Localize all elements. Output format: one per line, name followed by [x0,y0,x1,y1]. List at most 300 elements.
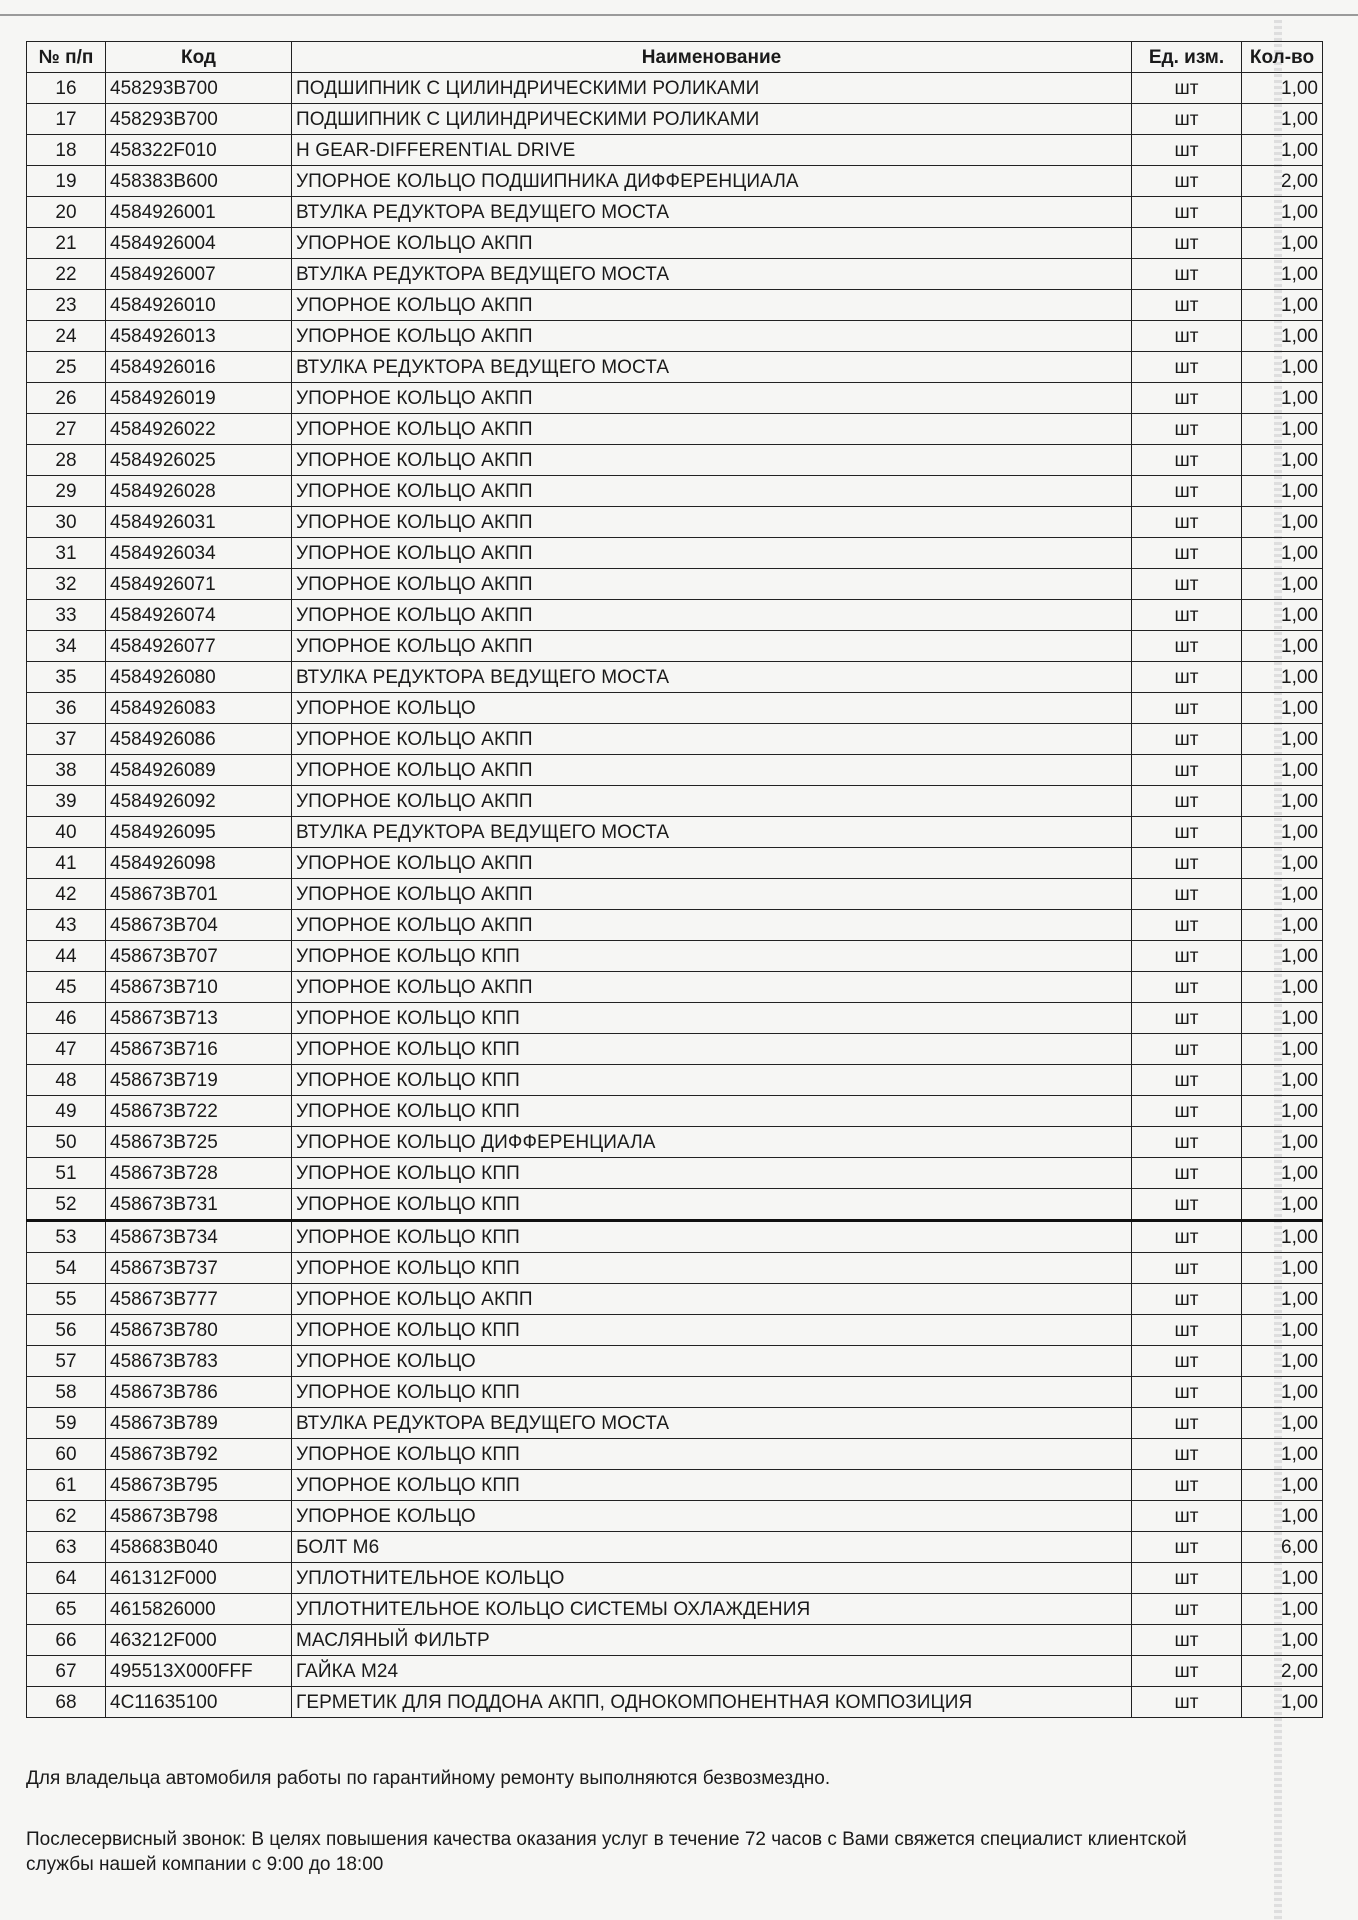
quantity: 1,00 [1242,1377,1323,1408]
part-code: 458673B798 [106,1501,292,1532]
quantity: 1,00 [1242,1408,1323,1439]
row-number: 46 [27,1003,106,1034]
unit-of-measure: шт [1132,631,1242,662]
part-code: 4584926086 [106,724,292,755]
parts-table [26,41,1323,1718]
unit-of-measure: шт [1132,538,1242,569]
part-name: УПОРНОЕ КОЛЬЦО КПП [292,1034,1132,1065]
unit-of-measure: шт [1132,1315,1242,1346]
table-row [27,1065,1323,1096]
row-number: 35 [27,662,106,693]
part-code: 458673B701 [106,879,292,910]
part-code: 4584926071 [106,569,292,600]
unit-of-measure: шт [1132,724,1242,755]
quantity: 1,00 [1242,941,1323,972]
quantity: 1,00 [1242,1284,1323,1315]
part-name: УПОРНОЕ КОЛЬЦО АКПП [292,972,1132,1003]
row-number: 41 [27,848,106,879]
table-row [27,1656,1323,1687]
quantity: 1,00 [1242,476,1323,507]
table-row [27,1284,1323,1315]
quantity: 1,00 [1242,1034,1323,1065]
quantity: 1,00 [1242,569,1323,600]
part-name: УПОРНОЕ КОЛЬЦО АКПП [292,445,1132,476]
unit-of-measure: шт [1132,1656,1242,1687]
part-name: МАСЛЯНЫЙ ФИЛЬТР [292,1625,1132,1656]
part-code: 4584926013 [106,321,292,352]
part-code: 458673B710 [106,972,292,1003]
unit-of-measure: шт [1132,445,1242,476]
part-code: 4584926019 [106,383,292,414]
row-number: 25 [27,352,106,383]
part-code: 458673B783 [106,1346,292,1377]
part-code: 463212F000 [106,1625,292,1656]
table-row [27,538,1323,569]
table-row [27,197,1323,228]
quantity: 2,00 [1242,166,1323,197]
part-code: 4C11635100 [106,1687,292,1718]
part-code: 4584926016 [106,352,292,383]
part-code: 458673B719 [106,1065,292,1096]
table-row [27,445,1323,476]
part-code: 458673B713 [106,1003,292,1034]
row-number: 48 [27,1065,106,1096]
part-name: УПОРНОЕ КОЛЬЦО АКПП [292,414,1132,445]
row-number: 43 [27,910,106,941]
quantity: 1,00 [1242,1003,1323,1034]
unit-of-measure: шт [1132,1594,1242,1625]
service-call-line-2: службы нашей компании с 9:00 до 18:00 [26,1853,384,1875]
table-row [27,1096,1323,1127]
table-row [27,817,1323,848]
part-name: УПОРНОЕ КОЛЬЦО АКПП [292,538,1132,569]
unit-of-measure: шт [1132,879,1242,910]
unit-of-measure: шт [1132,290,1242,321]
part-code: 458673B795 [106,1470,292,1501]
unit-of-measure: шт [1132,1501,1242,1532]
quantity: 1,00 [1242,1439,1323,1470]
table-row [27,1439,1323,1470]
row-number: 18 [27,135,106,166]
unit-of-measure: шт [1132,1189,1242,1221]
part-code: 458293B700 [106,73,292,104]
table-row [27,600,1323,631]
part-code: 458322F010 [106,135,292,166]
unit-of-measure: шт [1132,1221,1242,1253]
part-name: УПОРНОЕ КОЛЬЦО КПП [292,1158,1132,1189]
table-row [27,1377,1323,1408]
quantity: 1,00 [1242,1594,1323,1625]
table-row [27,259,1323,290]
row-number: 66 [27,1625,106,1656]
part-code: 458293B700 [106,104,292,135]
unit-of-measure: шт [1132,1439,1242,1470]
part-code: 4615826000 [106,1594,292,1625]
part-name: УПОРНОЕ КОЛЬЦО АКПП [292,1284,1132,1315]
part-name: ВТУЛКА РЕДУКТОРА ВЕДУЩЕГО МОСТА [292,662,1132,693]
unit-of-measure: шт [1132,197,1242,228]
part-code: 4584926007 [106,259,292,290]
part-name: ПОДШИПНИК С ЦИЛИНДРИЧЕСКИМИ РОЛИКАМИ [292,73,1132,104]
quantity: 1,00 [1242,228,1323,259]
part-name: УПЛОТНИТЕЛЬНОЕ КОЛЬЦО СИСТЕМЫ ОХЛАЖДЕНИЯ [292,1594,1132,1625]
part-name: БОЛТ М6 [292,1532,1132,1563]
quantity: 1,00 [1242,352,1323,383]
unit-of-measure: шт [1132,972,1242,1003]
unit-of-measure: шт [1132,1065,1242,1096]
unit-of-measure: шт [1132,1377,1242,1408]
unit-of-measure: шт [1132,476,1242,507]
table-row [27,507,1323,538]
header-code: Код [106,42,292,73]
part-name: УПОРНОЕ КОЛЬЦО АКПП [292,321,1132,352]
row-number: 57 [27,1346,106,1377]
row-number: 59 [27,1408,106,1439]
part-name: УПОРНОЕ КОЛЬЦО АКПП [292,569,1132,600]
part-code: 461312F000 [106,1563,292,1594]
warranty-note: Для владельца автомобиля работы по гарантийному ремонту выполняются безвозмездно. [26,1768,831,1789]
part-code: 458673B734 [106,1221,292,1253]
part-name: УПОРНОЕ КОЛЬЦО КПП [292,1377,1132,1408]
table-row [27,476,1323,507]
part-name: УПОРНОЕ КОЛЬЦО АКПП [292,879,1132,910]
part-code: 4584926077 [106,631,292,662]
header-unit: Ед. изм. [1132,42,1242,73]
part-name: ВТУЛКА РЕДУКТОРА ВЕДУЩЕГО МОСТА [292,1408,1132,1439]
part-name: УПОРНОЕ КОЛЬЦО АКПП [292,228,1132,259]
quantity: 1,00 [1242,135,1323,166]
part-code: 4584926001 [106,197,292,228]
unit-of-measure: шт [1132,1127,1242,1158]
table-row [27,321,1323,352]
row-number: 56 [27,1315,106,1346]
quantity: 1,00 [1242,1065,1323,1096]
quantity: 1,00 [1242,755,1323,786]
table-row [27,755,1323,786]
row-number: 53 [27,1221,106,1253]
row-number: 54 [27,1253,106,1284]
quantity: 1,00 [1242,290,1323,321]
table-row [27,631,1323,662]
part-code: 4584926083 [106,693,292,724]
part-name: УПОРНОЕ КОЛЬЦО АКПП [292,507,1132,538]
part-code: 458673B725 [106,1127,292,1158]
row-number: 32 [27,569,106,600]
part-code: 458673B704 [106,910,292,941]
part-name: УПЛОТНИТЕЛЬНОЕ КОЛЬЦО [292,1563,1132,1594]
part-name: УПОРНОЕ КОЛЬЦО КПП [292,1065,1132,1096]
quantity: 1,00 [1242,1687,1323,1718]
quantity: 1,00 [1242,445,1323,476]
row-number: 42 [27,879,106,910]
unit-of-measure: шт [1132,1346,1242,1377]
quantity: 1,00 [1242,972,1323,1003]
table-row [27,1408,1323,1439]
unit-of-measure: шт [1132,786,1242,817]
part-code: 4584926028 [106,476,292,507]
part-name: УПОРНОЕ КОЛЬЦО АКПП [292,600,1132,631]
table-row [27,662,1323,693]
quantity: 1,00 [1242,383,1323,414]
part-name: УПОРНОЕ КОЛЬЦО КПП [292,1253,1132,1284]
table-row [27,1501,1323,1532]
part-name: ВТУЛКА РЕДУКТОРА ВЕДУЩЕГО МОСТА [292,352,1132,383]
row-number: 17 [27,104,106,135]
row-number: 55 [27,1284,106,1315]
row-number: 50 [27,1127,106,1158]
part-code: 458673B731 [106,1189,292,1221]
table-row [27,1221,1323,1253]
part-code: 4584926025 [106,445,292,476]
quantity: 1,00 [1242,848,1323,879]
quantity: 1,00 [1242,1253,1323,1284]
part-code: 4584926022 [106,414,292,445]
table-row [27,1034,1323,1065]
row-number: 37 [27,724,106,755]
part-code: 4584926004 [106,228,292,259]
table-row [27,352,1323,383]
part-name: УПОРНОЕ КОЛЬЦО КПП [292,1221,1132,1253]
unit-of-measure: шт [1132,135,1242,166]
part-name: ВТУЛКА РЕДУКТОРА ВЕДУЩЕГО МОСТА [292,197,1132,228]
row-number: 60 [27,1439,106,1470]
row-number: 63 [27,1532,106,1563]
quantity: 1,00 [1242,1096,1323,1127]
unit-of-measure: шт [1132,755,1242,786]
part-name: УПОРНОЕ КОЛЬЦО ПОДШИПНИКА ДИФФЕРЕНЦИАЛА [292,166,1132,197]
part-code: 458673B789 [106,1408,292,1439]
part-name: УПОРНОЕ КОЛЬЦО АКПП [292,383,1132,414]
table-row [27,1470,1323,1501]
table-row [27,1189,1323,1221]
unit-of-measure: шт [1132,1034,1242,1065]
part-code: 4584926089 [106,755,292,786]
table-row [27,1253,1323,1284]
part-code: 4584926034 [106,538,292,569]
table-row [27,1127,1323,1158]
row-number: 36 [27,693,106,724]
quantity: 1,00 [1242,631,1323,662]
quantity: 1,00 [1242,1501,1323,1532]
quantity: 1,00 [1242,724,1323,755]
unit-of-measure: шт [1132,600,1242,631]
part-name: УПОРНОЕ КОЛЬЦО КПП [292,1315,1132,1346]
quantity: 1,00 [1242,507,1323,538]
part-name: ВТУЛКА РЕДУКТОРА ВЕДУЩЕГО МОСТА [292,259,1132,290]
quantity: 1,00 [1242,1346,1323,1377]
row-number: 28 [27,445,106,476]
part-name: УПОРНОЕ КОЛЬЦО КПП [292,941,1132,972]
table-row [27,848,1323,879]
unit-of-measure: шт [1132,1158,1242,1189]
table-row [27,135,1323,166]
unit-of-measure: шт [1132,817,1242,848]
quantity: 1,00 [1242,259,1323,290]
unit-of-measure: шт [1132,104,1242,135]
unit-of-measure: шт [1132,941,1242,972]
row-number: 20 [27,197,106,228]
part-name: УПОРНОЕ КОЛЬЦО АКПП [292,910,1132,941]
row-number: 47 [27,1034,106,1065]
table-row [27,1346,1323,1377]
row-number: 44 [27,941,106,972]
row-number: 68 [27,1687,106,1718]
quantity: 1,00 [1242,1563,1323,1594]
unit-of-measure: шт [1132,383,1242,414]
table-row [27,786,1323,817]
table-row [27,972,1323,1003]
part-code: 458673B786 [106,1377,292,1408]
part-name: УПОРНОЕ КОЛЬЦО АКПП [292,476,1132,507]
service-call-line-1: Послесервисный звонок: В целях повышения качества оказания услуг в течение 72 часов с Вами свяжется специалист клиентской [26,1829,1187,1850]
part-name: ГАЙКА М24 [292,1656,1132,1687]
part-name: ВТУЛКА РЕДУКТОРА ВЕДУЩЕГО МОСТА [292,817,1132,848]
quantity: 1,00 [1242,104,1323,135]
quantity: 1,00 [1242,1158,1323,1189]
table-row [27,941,1323,972]
quantity: 1,00 [1242,414,1323,445]
table-header-row [27,42,1323,73]
table-row [27,104,1323,135]
unit-of-measure: шт [1132,662,1242,693]
part-code: 458673B716 [106,1034,292,1065]
unit-of-measure: шт [1132,569,1242,600]
part-code: 458673B737 [106,1253,292,1284]
row-number: 26 [27,383,106,414]
quantity: 1,00 [1242,1315,1323,1346]
row-number: 34 [27,631,106,662]
quantity: 1,00 [1242,73,1323,104]
part-code: 4584926098 [106,848,292,879]
part-name: H GEAR-DIFFERENTIAL DRIVE [292,135,1132,166]
part-name: ПОДШИПНИК С ЦИЛИНДРИЧЕСКИМИ РОЛИКАМИ [292,104,1132,135]
table-row [27,693,1323,724]
unit-of-measure: шт [1132,1096,1242,1127]
part-code: 458673B780 [106,1315,292,1346]
table-row [27,1158,1323,1189]
unit-of-measure: шт [1132,1625,1242,1656]
part-name: УПОРНОЕ КОЛЬЦО АКПП [292,724,1132,755]
part-code: 458673B707 [106,941,292,972]
quantity: 1,00 [1242,1127,1323,1158]
quantity: 1,00 [1242,1221,1323,1253]
part-name: УПОРНОЕ КОЛЬЦО АКПП [292,631,1132,662]
part-name: УПОРНОЕ КОЛЬЦО [292,693,1132,724]
row-number: 33 [27,600,106,631]
table-row [27,1687,1323,1718]
quantity: 1,00 [1242,817,1323,848]
table-row [27,1625,1323,1656]
unit-of-measure: шт [1132,910,1242,941]
part-name: УПОРНОЕ КОЛЬЦО АКПП [292,290,1132,321]
row-number: 49 [27,1096,106,1127]
quantity: 1,00 [1242,1189,1323,1221]
unit-of-measure: шт [1132,1003,1242,1034]
part-code: 4584926031 [106,507,292,538]
unit-of-measure: шт [1132,414,1242,445]
table-row [27,910,1323,941]
quantity: 2,00 [1242,1656,1323,1687]
part-name: УПОРНОЕ КОЛЬЦО КПП [292,1439,1132,1470]
unit-of-measure: шт [1132,1563,1242,1594]
row-number: 19 [27,166,106,197]
part-code: 458673B792 [106,1439,292,1470]
part-name: УПОРНОЕ КОЛЬЦО АКПП [292,786,1132,817]
table-row [27,1563,1323,1594]
part-code: 4584926010 [106,290,292,321]
part-code: 4584926092 [106,786,292,817]
row-number: 62 [27,1501,106,1532]
row-number: 52 [27,1189,106,1221]
row-number: 31 [27,538,106,569]
table-row [27,383,1323,414]
part-code: 458673B722 [106,1096,292,1127]
unit-of-measure: шт [1132,73,1242,104]
quantity: 1,00 [1242,786,1323,817]
quantity: 1,00 [1242,321,1323,352]
part-code: 4584926080 [106,662,292,693]
header-num: № п/п [27,42,106,73]
row-number: 67 [27,1656,106,1687]
row-number: 23 [27,290,106,321]
quantity: 1,00 [1242,693,1323,724]
table-body [27,73,1323,1718]
quantity: 1,00 [1242,600,1323,631]
row-number: 51 [27,1158,106,1189]
table-row [27,414,1323,445]
row-number: 30 [27,507,106,538]
part-name: УПОРНОЕ КОЛЬЦО АКПП [292,848,1132,879]
row-number: 27 [27,414,106,445]
table-row [27,1532,1323,1563]
unit-of-measure: шт [1132,166,1242,197]
part-name: ГЕРМЕТИК ДЛЯ ПОДДОНА АКПП, ОДНОКОМПОНЕНТНАЯ КОМПОЗИЦИЯ [292,1687,1132,1718]
row-number: 40 [27,817,106,848]
header-qty: Кол-во [1242,42,1323,73]
part-name: УПОРНОЕ КОЛЬЦО [292,1346,1132,1377]
quantity: 1,00 [1242,197,1323,228]
part-name: УПОРНОЕ КОЛЬЦО КПП [292,1470,1132,1501]
table-row [27,1594,1323,1625]
unit-of-measure: шт [1132,228,1242,259]
scan-top-edge [0,14,1358,16]
part-code: 4584926095 [106,817,292,848]
row-number: 24 [27,321,106,352]
row-number: 21 [27,228,106,259]
part-name: УПОРНОЕ КОЛЬЦО АКПП [292,755,1132,786]
row-number: 61 [27,1470,106,1501]
header-name: Наименование [292,42,1132,73]
table-row [27,166,1323,197]
part-code: 4584926074 [106,600,292,631]
table-row [27,1003,1323,1034]
quantity: 1,00 [1242,662,1323,693]
row-number: 64 [27,1563,106,1594]
service-call-note [26,1828,1322,1877]
row-number: 16 [27,73,106,104]
unit-of-measure: шт [1132,848,1242,879]
unit-of-measure: шт [1132,1532,1242,1563]
row-number: 39 [27,786,106,817]
row-number: 65 [27,1594,106,1625]
unit-of-measure: шт [1132,321,1242,352]
table-row [27,879,1323,910]
parts-sheet [26,41,1322,1718]
row-number: 58 [27,1377,106,1408]
table-row [27,228,1323,259]
table-row [27,724,1323,755]
quantity: 6,00 [1242,1532,1323,1563]
